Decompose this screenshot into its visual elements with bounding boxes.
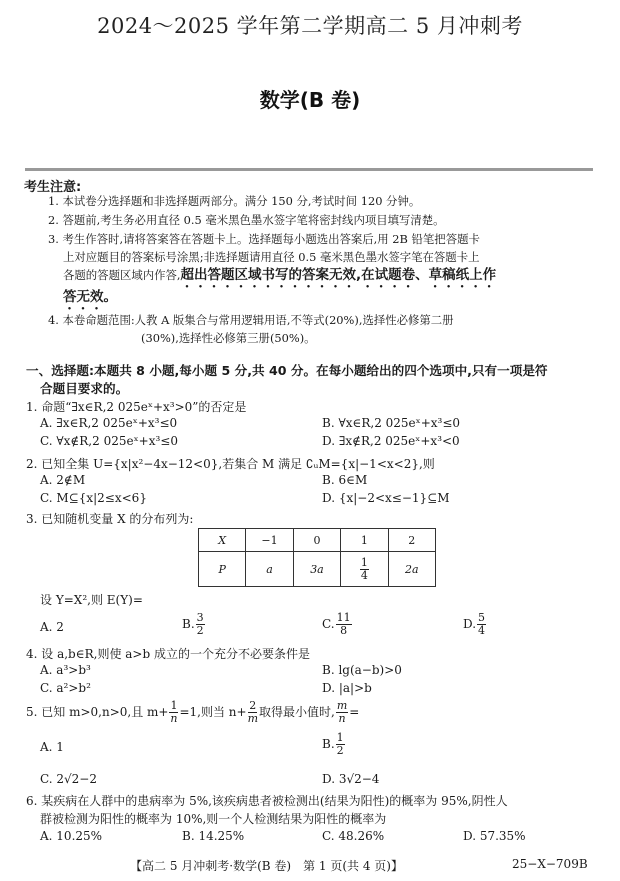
table-cell: 1 [341,529,388,552]
question-6-stem-line2: 群被检测为阳性的概率为 10%,则一个人检测结果为阳性的概率为 [40,812,387,826]
table-cell: 3a [293,552,340,587]
table-cell [341,552,388,587]
question-2-option-d: D. {x|−2<x≤−1}⊆M [322,491,450,505]
question-5-stem: 5. 已知 m>0,n>0,且 m+ $\frac{1}{n}$ =1,则当 n+ $\frac{2}{m}$ 取得最小值时, $\frac{m}{n}$ = [26,699,360,725]
question-6-option-a: A. 10.25% [40,829,103,843]
question-2-option-b: B. 6∈M [322,473,368,487]
question-5-option-b: B. $\frac{1}{2}$ [322,731,344,757]
notice-item-3-line1: 3. 考生作答时,请将答案答在答题卡上。选择题每小题选出答案后,用 2B 铅笔把答题卡 [48,232,480,246]
question-1-stem: 1. 命题“∃x∈R,2 025eˣ+x³>0”的否定是 [26,400,247,414]
exam-subtitle: 数学(B 卷) [259,88,361,112]
notice-item-3-plain: 各题的答题区域内作答, [63,268,181,282]
question-1-option-b: B. ∀x∈R,2 025eˣ+x³≤0 [322,416,461,430]
table-header-p: P [199,552,246,587]
table-cell: −1 [246,529,293,552]
notice-item-1: 1. 本试卷分选择题和非选择题两部分。满分 150 分,考试时间 120 分钟。 [48,194,421,208]
table-cell: 0 [293,529,340,552]
question-1-option-d: D. ∃x∉R,2 025eˣ+x³<0 [322,434,460,448]
question-3-stem: 3. 已知随机变量 X 的分布列为: [26,512,194,526]
notice-heading: 考生注意: [24,180,82,195]
exam-title: 2024～2025 学年第二学期高二 5 月冲刺考 [97,14,523,38]
distribution-table [198,528,436,587]
question-5-option-c: C. 2√2−2 [40,772,97,786]
notice-item-2: 2. 答题前,考生务必用直径 0.5 毫米黑色墨水签字笔将密封线内项目填写清楚。 [48,213,445,227]
notice-item-3-line2: 上对应题目的答案标号涂黑;非选择题请用直径 0.5 毫米黑色墨水签字笔在答题卡上 [63,250,480,264]
section-1-heading-cont: 合题目要求的。 [40,381,129,396]
notice-item-4-line1: 4. 本卷命题范围:人教 A 版集合与常用逻辑用语,不等式(20%),选择性必修第二册 [48,313,454,327]
question-1-option-c: C. ∀x∉R,2 025eˣ+x³≤0 [40,434,178,448]
question-3-follow: 设 Y=X²,则 E(Y)= [40,593,143,607]
divider-rule [25,168,593,171]
question-4-option-a: A. a³>b³ [40,663,91,677]
exam-code: 25−X−709B [512,857,588,871]
question-3-option-b: B. $\frac{3}{2}$ [182,611,204,637]
notice-item-3-line4: 答无效。 [63,289,117,305]
question-5-option-a: A. 1 [40,740,64,754]
question-4-option-c: C. a²>b² [40,681,91,695]
question-6-option-c: C. 48.26% [322,829,385,843]
fraction: $\frac{1}{4}$ [360,555,368,582]
table-cell: 2 [388,529,435,552]
section-1-heading: 一、选择题:本题共 8 小题,每小题 5 分,共 40 分。在每小题给出的四个选项中,只有一项是符 [26,363,548,378]
page-footer: 【高二 5 月冲刺考·数学(B 卷) 第 1 页(共 4 页)】 [130,859,403,873]
question-1-option-a: A. ∃x∈R,2 025eˣ+x³≤0 [40,416,178,430]
question-6-option-b: B. 14.25% [182,829,245,843]
question-3-option-d: D. $\frac{5}{4}$ [463,611,486,637]
question-3-option-c: C. $\frac{11}{8}$ [322,611,351,637]
table-cell: a [246,552,293,587]
question-2-option-c: C. M⊆{x|2≤x<6} [40,491,147,505]
notice-item-3-emphasis: 超出答题区域书写的答案无效,在试题卷、草稿纸上作 [180,267,497,283]
question-6-option-d: D. 57.35% [463,829,526,843]
question-4-option-b: B. lg(a−b)>0 [322,663,402,677]
table-header-x: X [199,529,246,552]
question-2-stem: 2. 已知全集 U={x|x²−4x−12<0},若集合 M 满足 ∁ᵤM={x|−1<x<2},则 [26,457,435,471]
question-4-stem: 4. 设 a,b∈R,则使 a>b 成立的一个充分不必要条件是 [26,647,310,661]
notice-item-3-line3 [63,266,496,291]
table-cell: 2a [388,552,435,587]
question-6-stem-line1: 6. 某疾病在人群中的患病率为 5%,该疾病患者被检测出(结果为阳性)的概率为 95%,阴性人 [26,794,508,808]
notice-item-4-line2: (30%),选择性必修第三册(50%)。 [141,331,316,345]
question-4-option-d: D. |a|>b [322,681,372,695]
question-3-option-a: A. 2 [40,620,64,634]
question-2-option-a: A. 2∉M [40,473,86,487]
question-5-option-d: D. 3√2−4 [322,772,380,786]
